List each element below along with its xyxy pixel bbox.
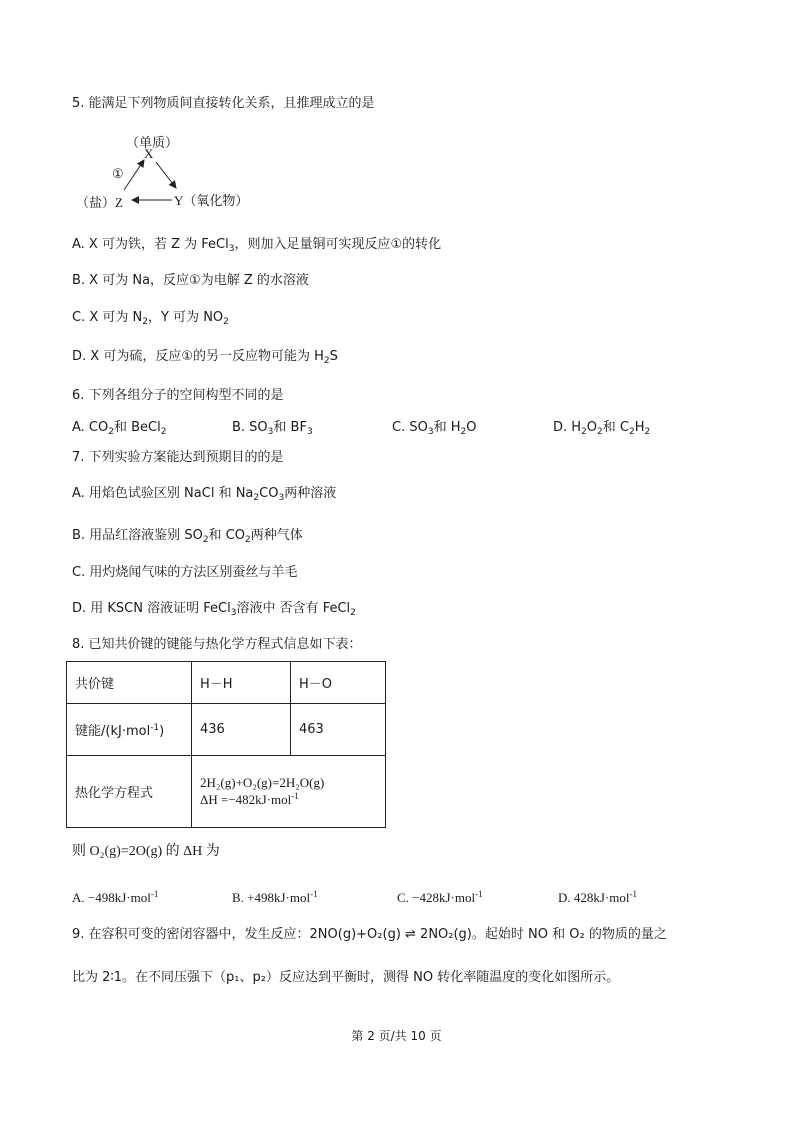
reaction-1-marker: ① — [112, 166, 124, 181]
header-hh-cell: H－H — [192, 662, 291, 704]
hh-energy-cell: 436 — [192, 704, 291, 756]
q9-line-1: 9. 在容积可变的密闭容器中，发生反应：2NO(g)+O₂(g) ⇌ 2NO₂(g)。起始时 NO 和 O₂ 的物质的量之 — [72, 927, 667, 942]
q8-stem: 8. 已知共价键的键能与热化学方程式信息如下表： — [72, 637, 362, 652]
q5-option-c: C. X 可为 $N_2$，Y 可为 $NO_2$ — [72, 310, 229, 327]
q5-option-d: D. X 可为硫，反应①的另一反应物可能为 $H_2S$ — [72, 349, 338, 366]
x-label: X — [144, 146, 154, 161]
q8-option-c: C. −428kJ·mol$^{-1}$ — [397, 889, 483, 905]
q9-line-2: 比为 2∶1。在不同压强下（p₁、p₂）反应达到平衡时，测得 NO 转化率随温度的变化如图所示。 — [72, 970, 620, 985]
q8-question: 则 O₂(g)=2O(g) 的 ΔH 为 — [72, 844, 220, 859]
page-footer: 第 2 页/共 10 页 — [351, 1029, 442, 1043]
thermo-eq-label-cell: 热化学方程式 — [67, 756, 192, 828]
q7-option-a: A. 用焰色试验区别 NaCl 和 $Na_2CO_3$两种溶液 — [72, 486, 337, 503]
bond-energy-label-cell: 键能/(kJ·mol$^{-1}$) — [67, 704, 192, 756]
q7-option-b: B. 用品红溶液鉴别 $SO_2$和 $CO_2$两种气体 — [72, 528, 303, 545]
q6-option-b: B. $SO_3$和 $BF_3$ — [232, 420, 313, 437]
arrow-x-to-y — [156, 162, 176, 188]
q8-option-a: A. −498kJ·mol$^{-1}$ — [72, 889, 159, 905]
arrow-z-to-x — [124, 160, 144, 190]
enthalpy-line: ΔH =−482kJ·mol$^{-1}$ — [200, 791, 299, 807]
thermo-equation-cell — [192, 756, 386, 828]
q8-option-b: B. +498kJ·mol$^{-1}$ — [232, 889, 318, 905]
q8-option-d: D. 428kJ·mol$^{-1}$ — [558, 889, 637, 905]
table-row — [67, 704, 386, 756]
equation-line: 2H₂(g)+O₂(g)=2H₂O(g) — [200, 775, 325, 790]
q7-option-c: C. 用灼烧闻气味的方法区别蚕丝与羊毛 — [72, 565, 298, 580]
q5-stem: 5. 能满足下列物质间直接转化关系，且推理成立的是 — [72, 96, 375, 111]
z-label: （盐）Z — [76, 195, 123, 210]
header-ho-cell: H－O — [291, 662, 386, 704]
y-label: Y（氧化物） — [174, 193, 249, 208]
q6-stem: 6. 下列各组分子的空间构型不同的是 — [72, 388, 284, 403]
bond-energy-table — [66, 661, 386, 828]
ho-energy-cell: 463 — [291, 704, 386, 756]
q6-option-c: C. $SO_3$和 $H_2O$ — [392, 420, 477, 437]
q5-option-a: A. X 可为铁，若 Z 为 FeCl$_3$，则加入足量铜可实现反应①的转化 — [72, 237, 442, 254]
q7-option-d: D. 用 KSCN 溶液证明 FeCl$_3$溶液中 否含有 FeCl$_2$ — [72, 601, 356, 618]
q6-option-a: A. $CO_2$和 BeCl$_2$ — [72, 420, 167, 437]
header-bond-cell: 共价键 — [67, 662, 192, 704]
table-row — [67, 756, 386, 828]
conversion-diagram — [76, 132, 266, 212]
q5-option-b: B. X 可为 Na，反应①为电解 Z 的水溶液 — [72, 273, 309, 288]
q7-stem: 7. 下列实验方案能达到预期目的的是 — [72, 450, 284, 465]
x-note-label: （单质） — [126, 135, 179, 150]
table-row — [67, 662, 386, 704]
q6-option-d: D. $H_2O_2$和 $C_2H_2$ — [553, 420, 651, 437]
